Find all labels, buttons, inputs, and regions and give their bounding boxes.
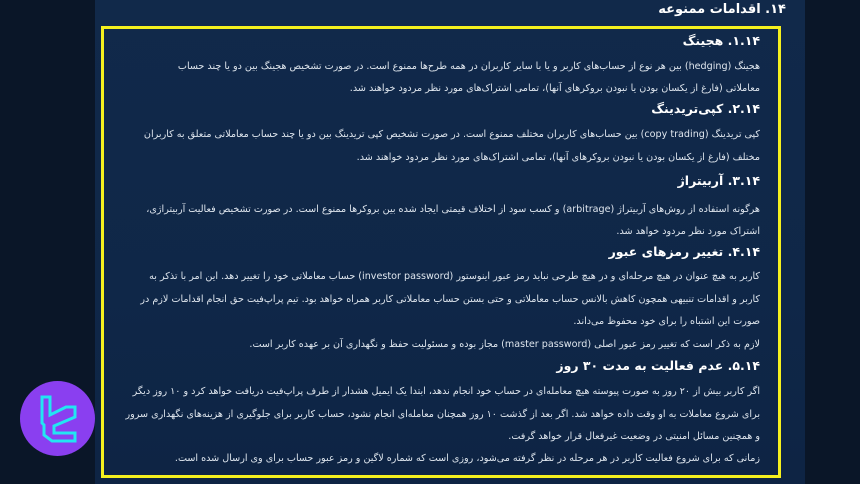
paragraph-line: مختلف (فارغ از یکسان بودن یا نبودن بروکرهای آنها)، تمامی اشتراک‌های مورد نظر مردود خواهند شد. <box>356 152 760 163</box>
paragraph-line: زمانی که برای شروع فعالیت کاربر در هر مرحله در نظر گرفته می‌شود، روزی است که شماره لاگین و رمز عبور حساب برای وی ارسال شده است. <box>174 453 760 464</box>
paragraph-line: معاملاتی (فارغ از یکسان بودن یا نبودن بروکرهای آنها)، تمامی اشتراک‌های مورد نظر مردود خواهند شد. <box>349 83 760 94</box>
paragraph-line: برای شروع معاملات به او وقت داده خواهد شد. اگر بعد از گذشت ۱۰ روز همچنان معامله‌ای انجام نشود، حساب کاربر برای جلوگیری از هزینه‌های نگهداری سرور <box>125 409 760 420</box>
heading-arbitrage: ۳.۱۴. آربیتراژ <box>677 173 760 188</box>
paragraph-line: هجینگ (hedging) بین هر نوع از حساب‌های کاربر و یا با سایر کاربران در همه طرح‌ها ممنوع است. در صورت تشخیص هجینگ بین دو یا چند حساب <box>177 61 760 72</box>
paragraph-line: اگر کاربر بیش از ۲۰ روز به صورت پیوسته هیچ معامله‌ای در حساب خود انجام ندهد، ابتدا یک ایمیل هشدار از طرف پراپ‌فیت دریافت خواهد کرد و ۱۰ روز دیگر <box>132 386 760 397</box>
heading-hedging: ۱.۱۴. هجینگ <box>682 33 760 48</box>
tradingfinder-logo-icon <box>20 381 95 456</box>
paragraph-line: اشتراک مورد نظر مردود خواهد شد. <box>616 226 760 237</box>
section-title: ۱۴. اقدامات ممنوعه <box>658 2 786 17</box>
paragraph-line: کپی تریدینگ (copy trading) بین حساب‌های کاربران مختلف ممنوع است. در صورت تشخیص کپی تریدینگ بین دو یا چند حساب معاملاتی متعلق به کاربران <box>143 129 760 140</box>
paragraph-line: لازم به ذکر است که تغییر رمز عبور اصلی (master password) مجاز بوده و مسئولیت حفظ و نگهداری آن بر عهده کاربر است. <box>249 339 760 350</box>
highlight-box <box>101 26 781 478</box>
paragraph-line: و همچنین مسائل امنیتی در وضعیت غیرفعال قرار خواهد گرفت. <box>508 431 760 442</box>
heading-inactivity: ۵.۱۴. عدم فعالیت به مدت ۳۰ روز <box>556 358 760 373</box>
heading-copy-trading: ۲.۱۴. کپی‌تریدینگ <box>651 101 760 116</box>
paragraph-line: هرگونه استفاده از روش‌های آربیتراژ (arbitrage) و کسب سود از اختلاف قیمتی ایجاد شده بین بروکرها ممنوع است. در صورت تشخیص فعالیت آربیتراژی، <box>146 204 760 215</box>
paragraph-line: صورت این اشتباه را برای خود محفوظ می‌داند. <box>573 316 760 327</box>
paragraph-line: کاربر و اقدامات تنبیهی همچون کاهش بالانس حساب معاملاتی و حتی بستن حساب معاملاتی کاربر همراه خواهد بود. تیم پراپ‌فیت حق انجام اقدامات لازم در <box>140 294 760 305</box>
paragraph-line: کاربر به هیچ عنوان در هیچ مرحله‌ای و در هیچ طرحی نباید رمز عبور اینوستور (investor password) حساب معاملاتی خود را تغییر دهد. این امر با تذکر به <box>149 271 760 282</box>
heading-password-change: ۴.۱۴. تغییر رمزهای عبور <box>608 244 760 259</box>
